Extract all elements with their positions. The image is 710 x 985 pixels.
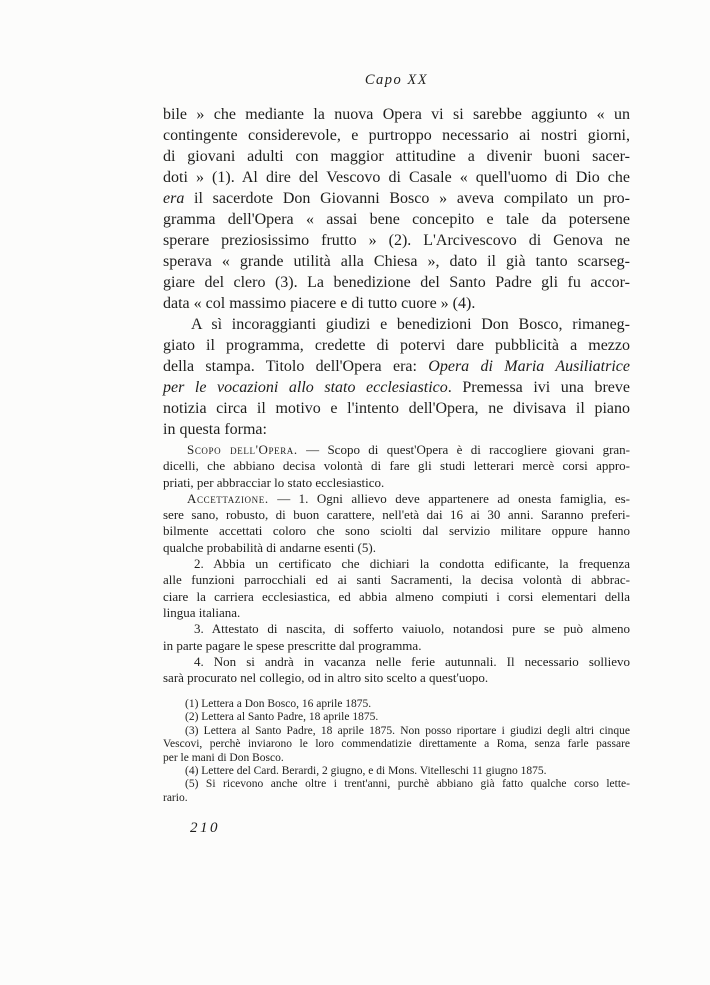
paragraph [163,778,630,805]
text-segment: 2. Abbia un certificato che dichiari la condotta edificante, la frequenza [194,556,630,572]
text-segment: — Scopo di quest'Opera è di raccogliere giovani gran- [297,442,630,457]
text-line [163,556,630,572]
text-line [163,507,630,523]
text-line [163,167,630,188]
text-segment: Vescovi, perchè inviarono le loro commendatizie direttamente a Roma, senza farle passare [163,738,630,751]
text-line [163,792,630,805]
text-segment: era [163,190,185,207]
text-line [163,272,630,293]
small-caps-label: Scopo dell'Opera. [187,442,298,457]
text-segment: sere sano, robusto, di buon carattere, nell'età dai 16 ai 30 anni. Saranno preferi- [163,507,630,523]
text-segment: (4) Lettere del Card. Berardi, 2 giugno, e di Mons. Vitelleschi 11 giugno 1875. [185,765,547,778]
text-line [163,188,630,209]
text-segment: rario. [163,791,188,804]
text-segment: gramma dell'Opera « assai bene concepito e tale da potersene [163,211,630,228]
text-segment: A sì incoraggianti giudizi e benedizioni Don Bosco, rimaneg- [191,316,630,333]
text-segment: giare del clero (3). La benedizione del Santo Padre gli fu accor- [163,274,630,291]
text-segment: della stampa. Titolo dell'Opera era: [163,358,429,375]
text-line [163,621,630,637]
text-line [163,104,630,125]
text-line [163,638,630,654]
text-segment: per le mani di Don Bosco. [163,751,284,764]
paragraph [163,556,630,621]
text-line [163,725,630,738]
text-line [163,146,630,167]
text-line [163,654,630,670]
text-line [163,765,630,778]
text-segment: bilmente accettati coloro che sono sciolti dal servizio militare oppure hanno [163,523,630,539]
paragraph [163,725,630,765]
page-number: 210 [190,820,220,836]
text-line [163,125,630,146]
text-segment: in parte pagare le spese prescritte dal programma. [163,637,422,653]
text-line [163,398,630,419]
text-segment: sperare preziosissimo frutto » (2). L'Arcivescovo di Genova ne [163,232,630,249]
paragraph [163,698,630,711]
text-line [163,442,630,458]
footnotes-section [163,698,630,805]
paragraph [163,621,630,654]
text-segment: lingua italiana. [163,604,241,620]
text-line [163,572,630,588]
main-text [163,104,630,440]
text-line [163,752,630,765]
paragraph [163,314,630,440]
text-segment: bile » che mediante la nuova Opera vi si sarebbe aggiunto « un [163,106,630,123]
text-line [163,738,630,751]
text-segment: sperava « grande utilità alla Chiesa », dato il già tanto scarseg- [163,253,630,270]
text-line [163,230,630,251]
text-segment: (1) Lettera a Don Bosco, 16 aprile 1875. [185,698,372,710]
paragraph [163,491,630,556]
text-segment: contingente considerevole, e purtroppo necessario ai nostri giorni, [163,127,630,144]
text-line [163,523,630,539]
text-line [163,475,630,491]
text-segment: doti » (1). Al dire del Vescovo di Casale « quell'uomo di Dio che [163,169,630,186]
text-line [163,419,630,440]
paragraph [163,654,630,687]
text-segment: ciare la carriera ecclesiastica, ed abbia almeno compiuti i corsi elementari della [163,588,630,604]
text-line [163,711,630,724]
text-line [163,698,630,711]
text-segment: dicelli, che abbiano decisa volontà di fare gli studi letterari mercè corsi appro- [163,458,630,474]
text-segment: (5) Si ricevono anche oltre i trent'anni, purchè abbiano già fatto qualche corso lette- [185,778,630,791]
paragraph [163,442,630,491]
text-line [163,491,630,507]
text-line [163,314,630,335]
text-segment: qualche probabilità di andarne esenti (5). [163,539,376,555]
text-line [163,209,630,230]
text-segment: sarà procurato nel collegio, od in altro sito scelto a quest'uopo. [163,670,489,686]
paragraph [163,104,630,314]
text-segment: priati, per abbracciar lo stato ecclesiastico. [163,474,385,490]
text-segment: (2) Lettera al Santo Padre, 18 aprile 1875. [185,711,379,724]
text-segment: (3) Lettera al Santo Padre, 18 aprile 1875. Non posso riportare i giudizi degli altri cinque [185,724,630,737]
text-segment: — 1. Ogni allievo deve appartenere ad onesta famiglia, es- [268,490,630,506]
text-segment: 4. Non si andrà in vacanza nelle ferie autunnali. Il necessario sollievo [194,653,630,669]
chapter-header: Capo XX [364,72,429,88]
text-line [163,540,630,556]
small-caps-label: Accettazione. [187,490,269,506]
text-segment: notizia circa il motivo e l'intento dell'Opera, ne divisava il piano [163,400,630,417]
text-segment: il sacerdote Don Giovanni Bosco » aveva compilato un pro- [184,190,630,207]
text-line [163,589,630,605]
text-segment: per le vocazioni allo stato ecclesiastico [163,379,448,396]
text-segment: data « col massimo piacere e di tutto cuore » (4). [163,295,476,312]
text-line [163,377,630,398]
text-line [163,605,630,621]
text-line [163,670,630,686]
text-segment: . Premessa ivi una breve [447,379,630,396]
text-line [163,335,630,356]
text-segment: 3. Attestato di nascita, di sofferto vaiuolo, notandosi pure se può almeno [194,621,630,637]
program-section [163,442,630,686]
paragraph [163,711,630,724]
text-segment: giato il programma, credette di potervi dare pubblicità a mezzo [163,337,630,354]
paragraph [163,765,630,778]
text-line [163,251,630,272]
text-segment: in questa forma: [163,421,267,438]
text-line [163,293,630,314]
text-line [163,356,630,377]
text-segment: di giovani adulti con maggior attitudine a divenir buoni sacer- [163,148,630,165]
text-line [163,458,630,474]
text-line [163,778,630,791]
text-segment: alle funzioni parrocchiali ed ai santi Sacramenti, la decisa volontà di abbrac- [163,572,630,588]
text-segment: Opera di Maria Ausiliatrice [428,358,630,375]
